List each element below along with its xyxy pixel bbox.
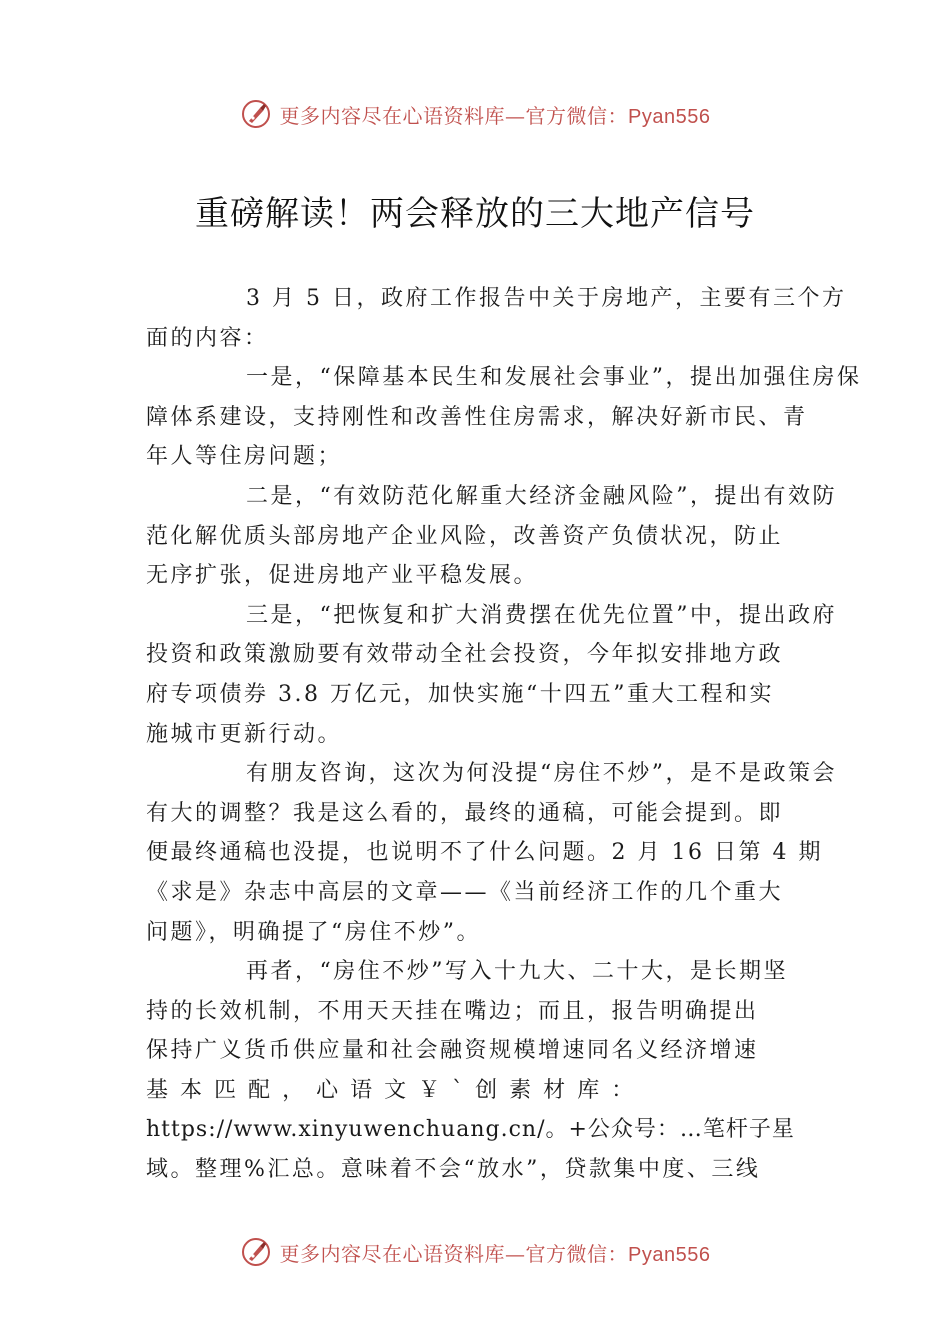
paragraph-5 (146, 754, 837, 952)
spread-char: 素 (509, 1077, 534, 1103)
header-wechat-id: Pyan556 (628, 105, 711, 128)
paragraph-1 (146, 279, 847, 358)
footer-banner-text: 更多内容尽在心语资料库—官方微信：Pyan556 (279, 1241, 711, 1266)
text-line: 3 月 5 日，政府工作报告中关于房地产，主要有三个方 (246, 286, 847, 311)
spread-char: 配 (248, 1077, 273, 1103)
spread-char: 匹 (214, 1077, 239, 1103)
paragraph-4 (146, 596, 837, 754)
text-line: 投资和政策激励要有效带动全社会投资，今年拟安排地方政 (146, 642, 784, 668)
spread-char: ￥ (418, 1077, 443, 1103)
spread-char: 本 (180, 1077, 205, 1103)
text-line: 《求是》杂志中高层的文章——《当前经济工作的几个重大 (146, 879, 784, 905)
pen-nib-logo-icon (240, 98, 272, 130)
spread-char: 材 (543, 1077, 568, 1103)
spread-char: 心 (316, 1077, 341, 1103)
text-line: 三是，“把恢复和扩大消费摆在优先位置”中，提出政府 (246, 602, 837, 628)
text-line: 年人等住房问题； (146, 444, 343, 470)
text-line: 二是，“有效防范化解重大经济金融风险”，提出有效防 (246, 483, 837, 509)
text-line: 面的内容： (146, 325, 269, 351)
spread-char: 库 (577, 1077, 602, 1103)
pen-nib-logo-icon (240, 1236, 272, 1268)
text-line: 一是，“保障基本民生和发展社会事业”，提出加强住房保 (246, 365, 862, 391)
spread-char: 文 (384, 1077, 409, 1103)
spread-char: ： (611, 1077, 636, 1103)
text-line: 再者，“房住不炒”写入十九大、二十大，是长期坚 (246, 959, 788, 985)
header-banner-text: 更多内容尽在心语资料库—官方微信：Pyan556 (279, 103, 711, 128)
text-line: 有大的调整？我是这么看的，最终的通稿，可能会提到。即 (146, 800, 784, 826)
text-line: 域。整理%汇总。意味着不会“放水”，贷款集中度、三线 (146, 1157, 761, 1183)
paragraph-3 (146, 477, 837, 596)
header-banner (0, 94, 950, 134)
text-line: 有朋友咨询，这次为何没提“房住不炒”，是不是政策会 (246, 761, 837, 787)
footer-banner (0, 1232, 950, 1272)
text-line: 障体系建设，支持刚性和改善性住房需求，解决好新市民、青 (146, 404, 808, 430)
text-line: 施城市更新行动。 (146, 721, 343, 747)
text-line: 问题》，明确提了“房住不炒”。 (146, 919, 481, 945)
article-body (146, 279, 862, 1190)
text-line: https://www.xinyuwenchuang.cn/。+公众号：…笔杆子星 (146, 1117, 795, 1143)
paragraph-2 (146, 358, 862, 477)
text-line: 持的长效机制，不用天天挂在嘴边；而且，报告明确提出 (146, 998, 759, 1024)
paragraph-6 (146, 952, 806, 1190)
spread-char: 语 (350, 1077, 375, 1103)
page-title: 重磅解读！两会释放的三大地产信号 (195, 194, 755, 234)
text-line: 便最终通稿也没提，也说明不了什么问题。2 月 16 日第 4 期 (146, 840, 823, 866)
text-line: 无序扩张，促进房地产业平稳发展。 (146, 563, 539, 589)
spread-char: 创 (475, 1077, 500, 1103)
spread-char: ， (282, 1077, 307, 1103)
footer-wechat-id: Pyan556 (628, 1243, 711, 1266)
text-line: 保持广义货币供应量和社会融资规模增速同名义经济增速 (146, 1038, 759, 1064)
text-line: 府专项债券 3.8 万亿元，加快实施“十四五”重大工程和实 (146, 681, 774, 707)
spread-text-line (146, 1071, 806, 1111)
spread-char: ` (452, 1077, 466, 1103)
text-line: 范化解优质头部房地产企业风险，改善资产负债状况，防止 (146, 523, 784, 549)
spread-char: 基 (146, 1077, 171, 1103)
